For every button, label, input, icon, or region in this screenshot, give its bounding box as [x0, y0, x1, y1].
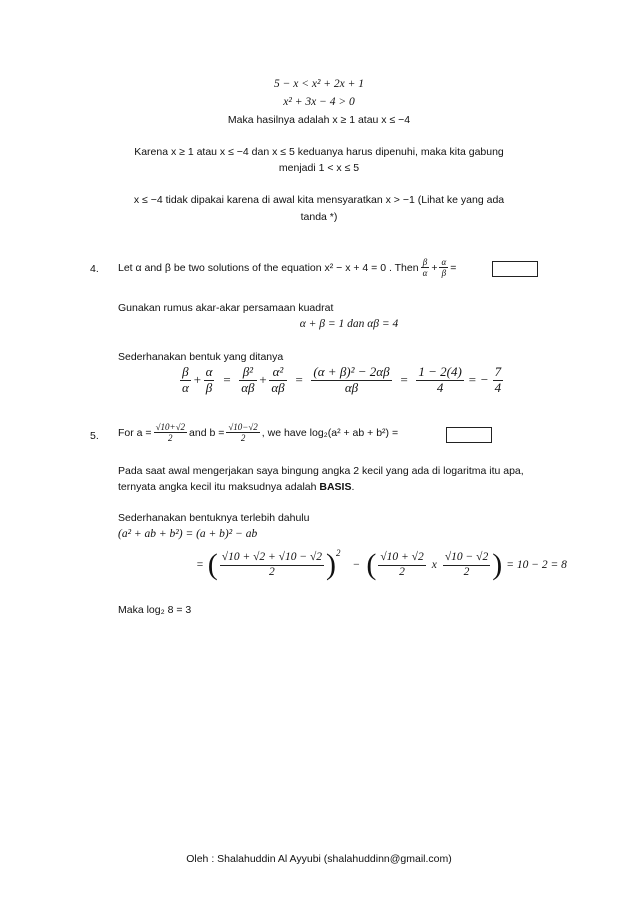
right-paren: ) — [326, 548, 337, 581]
q5-eq1: (a² + ab + b²) = (a + b)² − ab — [118, 528, 258, 540]
q5-question — [118, 422, 398, 444]
left-paren: ( — [207, 548, 218, 581]
q5-basis-bold: BASIS — [319, 481, 352, 493]
q5-eq2-a-frac: $\frac{√10 + √2}{2}$ — [380, 551, 424, 578]
q5-para-1: Pada saat awal mengerjakan saya bingung angka 2 kecil yang ada di logaritma itu apa, — [118, 465, 524, 477]
q5-eq2-minus: − — [352, 559, 361, 571]
q5-eq2-result: = 10 − 2 = 8 — [506, 559, 567, 571]
q4-step2: Sederhanakan bentuk yang ditanya — [118, 351, 284, 363]
q5-eq2-times: x — [431, 559, 437, 571]
reason-line-1: Karena x ≥ 1 atau x ≤ −4 dan x ≤ 5 keduanya harus dipenuhi, maka kita gabung — [134, 146, 504, 158]
frac-result: $\frac{7}{4}$ — [494, 364, 502, 395]
q4-answer-box[interactable] — [492, 261, 538, 277]
q5-eq2-equals: = — [196, 559, 204, 571]
q4-frac-alpha-beta: $\frac{\alpha}{\beta}$ — [441, 257, 447, 279]
plus-sign: + — [192, 372, 202, 388]
q4-equals: = — [450, 261, 457, 274]
inequality-line-2: x² + 3x − 4 > 0 — [283, 96, 355, 108]
q5-number: 5. — [90, 430, 99, 442]
q4-frac-beta-alpha: $\frac{\beta}{\alpha}$ — [422, 257, 428, 279]
q5-final: Maka log₂ 8 = 3 — [118, 604, 192, 616]
left-paren-2: ( — [366, 548, 377, 581]
q5-step: Sederhanakan bentuknya terlebih dahulu — [118, 512, 310, 524]
q5-a-frac: $\frac{√10+√2}{2}$ — [155, 422, 186, 444]
q4-question-text: Let α and β be two solutions of the equation x² − x + 4 = 0 . Then — [118, 261, 419, 274]
inequality-line-1: 5 − x < x² + 2x + 1 — [273, 78, 365, 90]
q5-eq2-sum-frac: $\frac{√10 + √2 + √10 - √2}{2}$ — [221, 551, 323, 578]
note-line-2: tanda *) — [300, 211, 338, 223]
q4-vieta: α + β = 1 dan αβ = 4 — [299, 318, 399, 330]
q4-plus: + — [431, 261, 438, 274]
note-line-1: x ≤ −4 tidak dipakai karena di awal kita mensyaratkan x > −1 (Lihat ke yang ada — [133, 194, 505, 206]
reason-line-2: menjadi 1 < x ≤ 5 — [278, 162, 360, 174]
result-line: Maka hasilnya adalah x ≥ 1 atau x ≤ −4 — [227, 114, 411, 126]
equals-sign: = — [222, 372, 232, 388]
q5-eq2-square: 2 — [336, 548, 341, 558]
q5-have-text: , we have log₂(a² + ab + b²) = — [261, 426, 399, 439]
frac-beta-over-alpha: $\frac{\beta}{\alpha}$ — [182, 364, 189, 395]
q5-for-text: For a = — [118, 426, 152, 439]
q5-b-frac: $\frac{√10-√2}{2}$ — [228, 422, 258, 444]
q4-simplification — [178, 365, 505, 396]
q4-question — [118, 257, 456, 279]
equals-sign-3: = — [399, 372, 409, 388]
q4-result-prefix: = − — [467, 372, 489, 388]
q5-answer-box[interactable] — [446, 427, 492, 443]
footer-author: Oleh : Shalahuddin Al Ayyubi (shalahuddinn@gmail.com) — [186, 853, 452, 865]
frac-beta-sq: $\frac{\text{β²}}{\alpha\beta}$ — [241, 364, 255, 395]
frac-sum-form: $\frac{\text{(α + β)² − 2αβ}}{\alpha\beta}$ — [313, 364, 390, 395]
frac-alpha-sq: $\frac{\text{α²}}{\alpha\beta}$ — [271, 364, 285, 395]
q4-step1: Gunakan rumus akar-akar persamaan kuadrat — [118, 302, 334, 314]
q5-para-2-text: ternyata angka kecil itu maksudnya adalah — [118, 481, 320, 493]
equals-sign-2: = — [294, 372, 304, 388]
q5-para-2 — [118, 481, 354, 493]
frac-alpha-over-beta: $\frac{\alpha}{\beta}$ — [205, 364, 213, 395]
q5-para-2-end: . — [351, 481, 355, 493]
q5-eq2-b-frac: $\frac{√10 - √2}{2}$ — [444, 551, 489, 578]
plus-sign-2: + — [258, 372, 268, 388]
q5-and-text: and b = — [189, 426, 225, 439]
right-paren-2: ) — [492, 548, 503, 581]
frac-value: $\frac{1 - 2(4)}{4}$ — [418, 364, 462, 395]
q5-eq2 — [196, 548, 567, 582]
q4-number: 4. — [90, 263, 99, 275]
